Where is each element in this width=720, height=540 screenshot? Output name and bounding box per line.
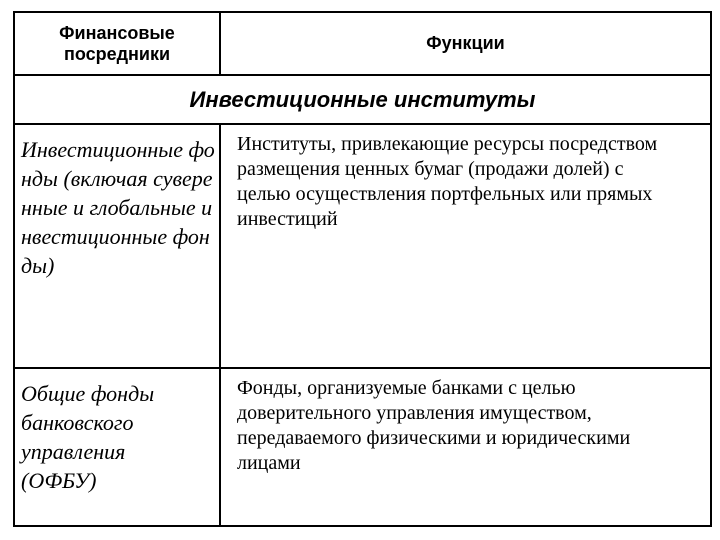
function-cell [220, 124, 711, 368]
intermediary-name-cell [14, 368, 220, 526]
table-header-row [14, 12, 711, 75]
header-intermediaries-label: Финансовые посредники [59, 22, 175, 64]
intermediary-name: Инвестиционные фонды (включая суверенные и глобальные инвестиционные фонды) [21, 137, 215, 278]
header-functions-label: Функции [426, 33, 505, 53]
intermediary-name: Общие фонды банковского управления (ОФБУ) [21, 381, 155, 493]
header-cell-functions [220, 12, 711, 75]
financial-intermediaries-table [13, 11, 712, 527]
table-row [14, 368, 711, 526]
section-row [14, 75, 711, 124]
section-title: Инвестиционные институты [189, 86, 536, 112]
header-cell-intermediaries [14, 12, 220, 75]
table-row [14, 124, 711, 368]
intermediary-name-cell [14, 124, 220, 368]
section-title-cell [14, 75, 711, 124]
function-text: Институты, привлекающие ресурсы посредством размещения ценных бумаг (продажи долей) с целью осуществления портфельных или прямых инвестиций [237, 133, 658, 230]
function-text: Фонды, организуемые банками с целью доверительного управления имуществом, передаваемого физическими и юридическими лицами [237, 377, 631, 474]
function-cell [220, 368, 711, 526]
